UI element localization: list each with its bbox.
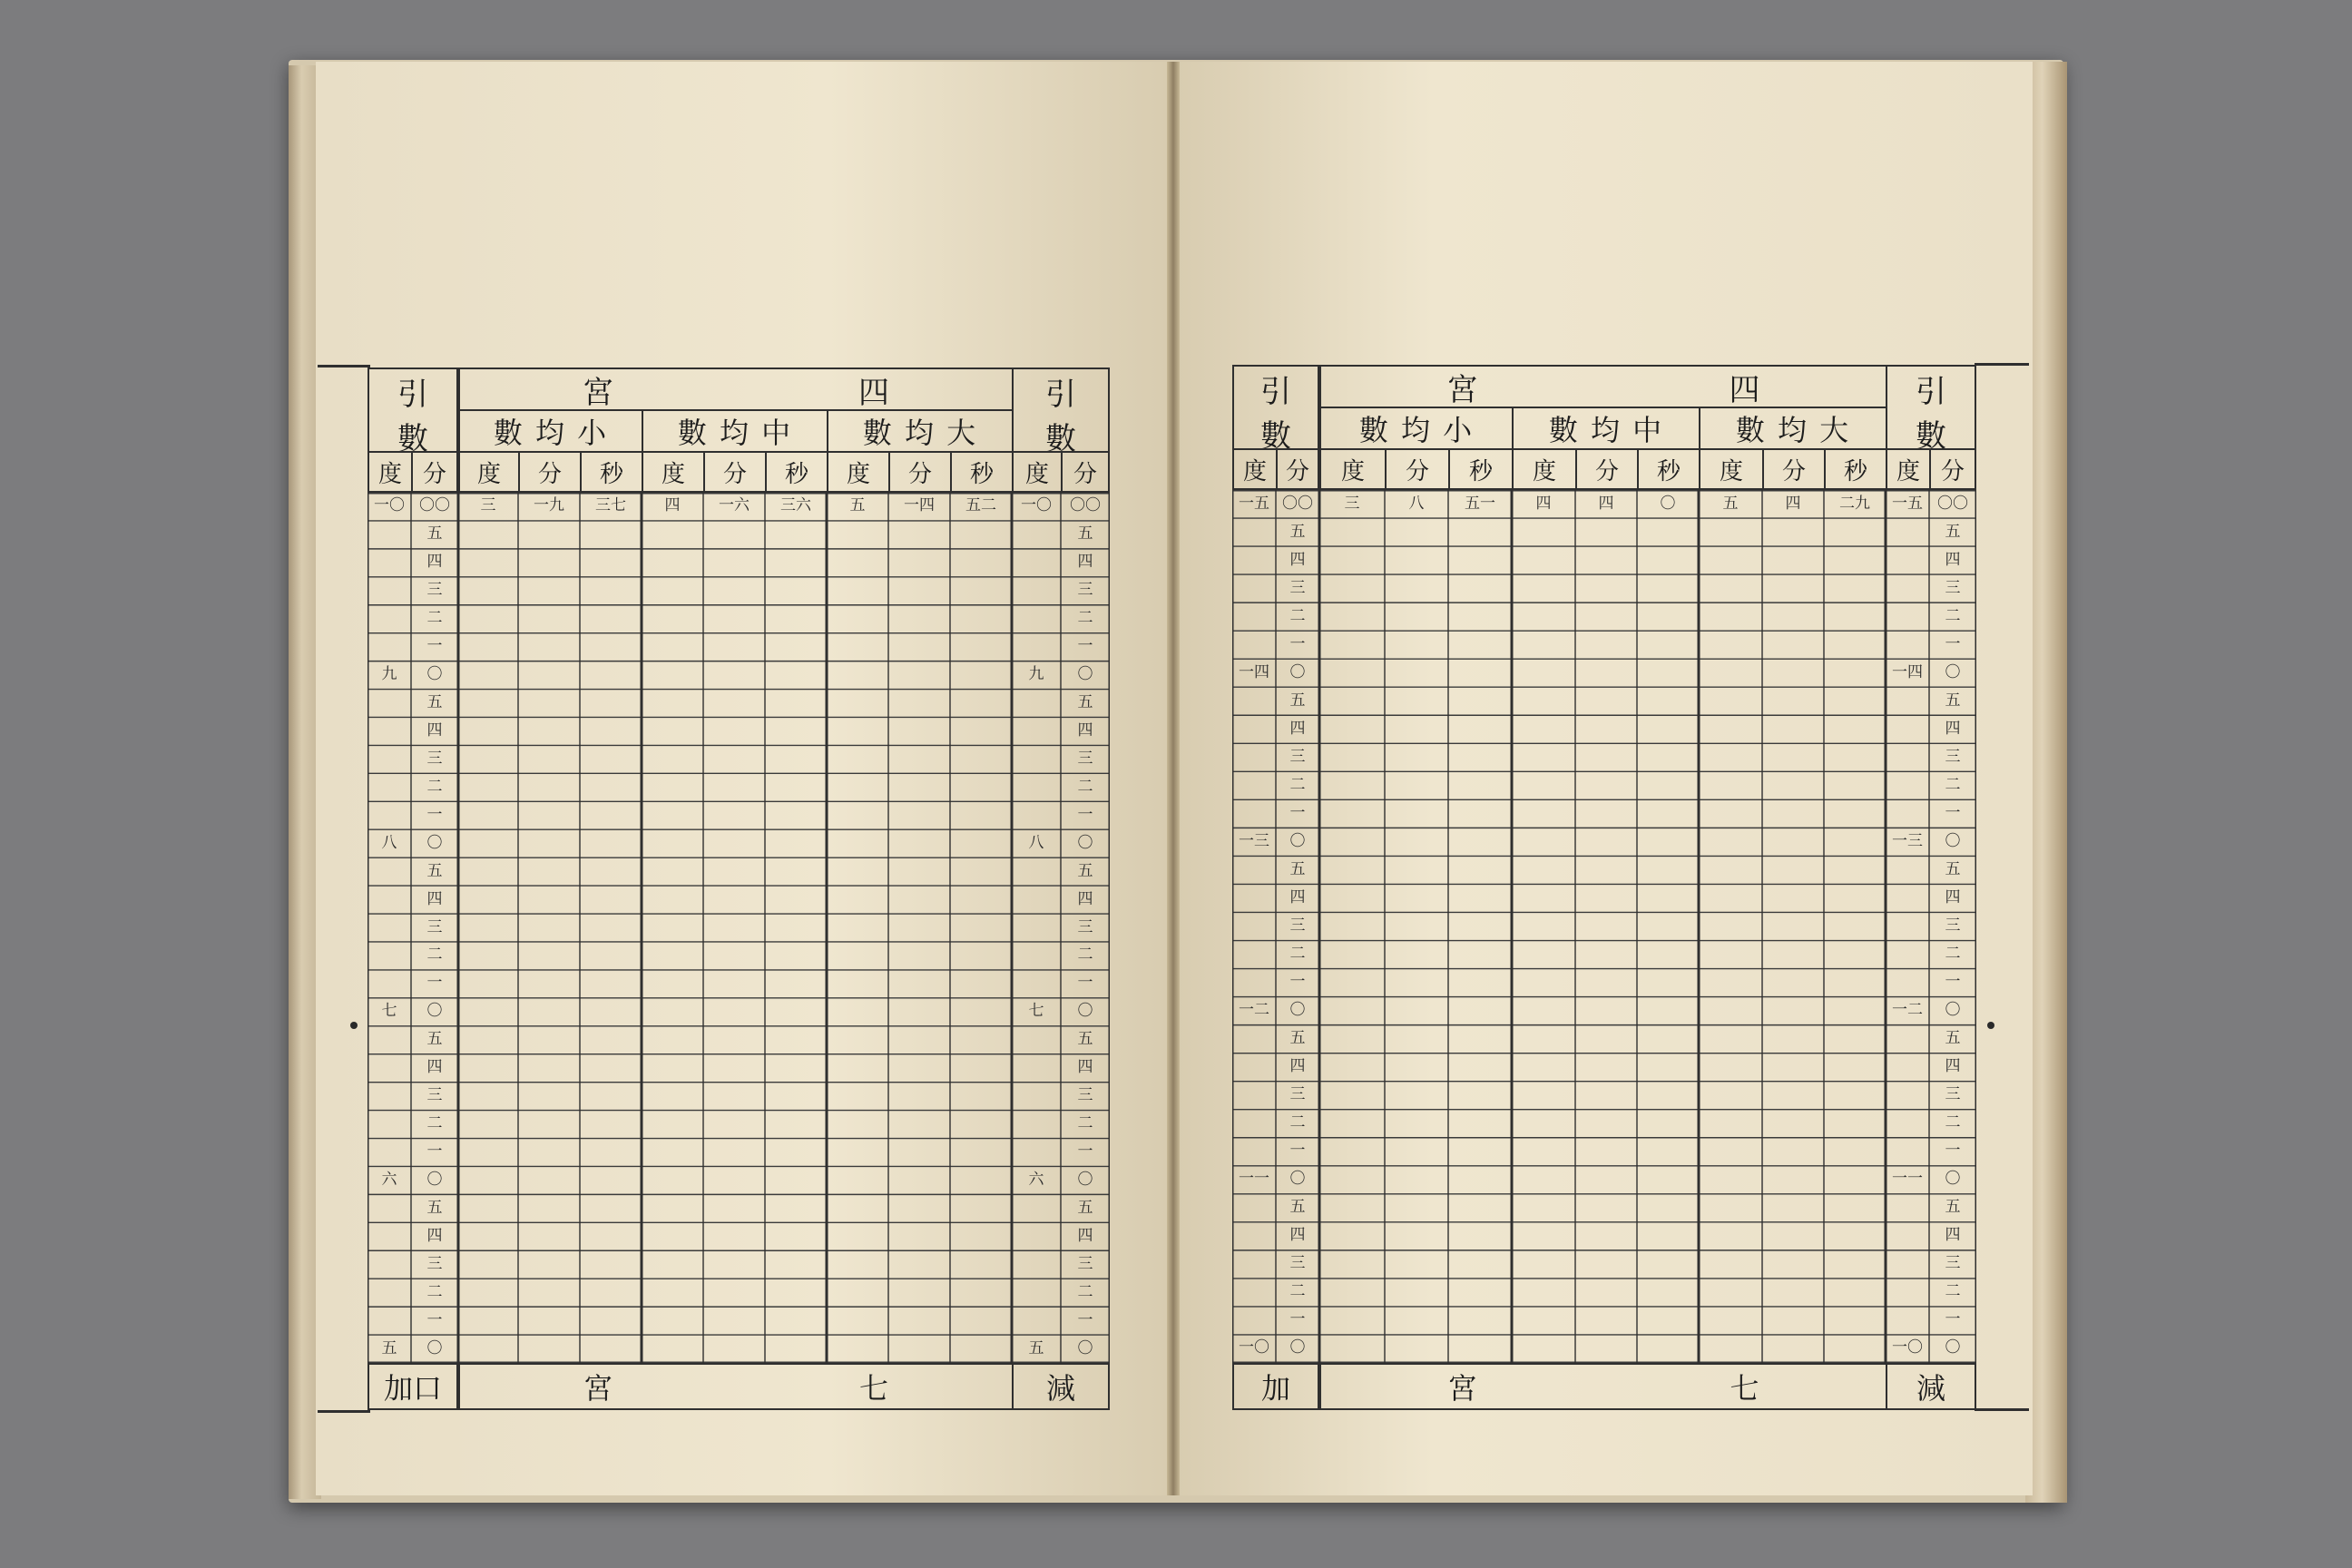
row-minute-label: 一 (1077, 637, 1093, 656)
add-label: 加 (1260, 1371, 1290, 1406)
palace-number: 七 (858, 1371, 888, 1406)
unit-degree: 度 (1532, 457, 1556, 485)
row-degree-label: 一一 (1239, 1170, 1269, 1189)
row-minute-label: 二 (426, 946, 443, 965)
row-minute-label: 二 (1077, 1114, 1093, 1133)
row-minute-label: 〇 (1945, 662, 1961, 681)
row-degree-label: 一四 (1892, 662, 1923, 681)
middle-equation-label: 數 均 中 (1548, 413, 1664, 447)
left-middle-unit-second (765, 451, 828, 493)
right-palace-header (1319, 365, 1887, 408)
row-minute-label: 一 (1945, 634, 1961, 653)
row-degree-label: 七 (1028, 1002, 1044, 1021)
great-equation-label: 數 均 大 (1735, 413, 1851, 447)
left-footer-subtract (1012, 1363, 1110, 1410)
right-unit-minute-right (1929, 448, 1976, 490)
left-small-unit-minute (518, 451, 582, 493)
first-row-value: 一四 (904, 496, 935, 515)
unit-minute: 分 (537, 460, 562, 488)
unit-minute: 分 (422, 460, 446, 488)
unit-minute: 分 (722, 460, 747, 488)
row-minute-label: 一 (1289, 634, 1306, 653)
row-minute-label: 五 (1077, 524, 1093, 544)
unit-minute: 分 (1073, 460, 1097, 488)
row-minute-label: 〇〇 (1282, 494, 1313, 513)
palace-label: 宮 (583, 374, 613, 411)
row-minute-label: 三 (1289, 1085, 1306, 1104)
row-minute-label: 四 (1945, 1057, 1961, 1076)
left-great-equation-header (827, 409, 1014, 453)
row-minute-label: 三 (1077, 1086, 1093, 1105)
row-minute-label: 二 (426, 777, 443, 796)
row-minute-label: 三 (1289, 1254, 1306, 1273)
row-minute-label: 〇 (1289, 1001, 1306, 1020)
unit-second: 秒 (1656, 457, 1681, 485)
right-argument-header (1232, 365, 1319, 455)
row-minute-label: 二 (1945, 775, 1961, 794)
row-degree-label: 一五 (1239, 494, 1269, 513)
row-minute-label: 四 (1077, 1058, 1093, 1077)
left-small-equation-header (458, 409, 643, 453)
row-minute-label: 五 (1945, 691, 1961, 710)
left-unit-degree (368, 451, 413, 493)
row-minute-label: 四 (426, 889, 443, 908)
great-equation-label: 數 均 大 (862, 416, 978, 450)
row-minute-label: 五 (1077, 861, 1093, 880)
first-row-value: 四 (1598, 494, 1614, 513)
row-minute-label: 三 (1289, 747, 1306, 766)
right-ruling-mark (1975, 363, 2029, 366)
unit-degree: 度 (1024, 460, 1049, 488)
right-great-unit-minute (1762, 448, 1826, 490)
row-minute-label: 二 (1077, 946, 1093, 965)
argument-label-top-right: 引 (1045, 377, 1076, 413)
row-degree-label: 一二 (1239, 1001, 1269, 1020)
row-minute-label: 一 (1945, 1310, 1961, 1329)
right-argument-header-right (1886, 365, 1976, 455)
row-degree-label: 五 (381, 1338, 397, 1357)
row-minute-label: 五 (1077, 1198, 1093, 1217)
argument-label-top: 引 (397, 377, 428, 413)
right-page-dot (1987, 1022, 1994, 1029)
left-small-unit-degree (458, 451, 520, 493)
right-great-unit-degree (1699, 448, 1764, 490)
row-minute-label: 四 (1077, 553, 1093, 572)
first-row-value: 〇 (1660, 494, 1676, 513)
row-minute-label: 四 (1945, 550, 1961, 569)
right-unit-degree-right (1886, 448, 1931, 490)
row-degree-label: 一五 (1892, 494, 1923, 513)
right-great-unit-second (1824, 448, 1887, 490)
right-footer-add (1232, 1363, 1319, 1410)
palace-label: 宮 (1447, 1371, 1477, 1406)
unit-degree: 度 (1896, 457, 1920, 485)
unit-second: 秒 (599, 460, 623, 488)
left_page-grid-lines (368, 493, 1110, 1363)
first-row-value: 二九 (1839, 494, 1870, 513)
row-minute-label: 〇 (1289, 1338, 1306, 1357)
first-row-value: 四 (664, 496, 681, 515)
row-minute-label: 五 (1289, 1029, 1306, 1048)
row-degree-label: 六 (1028, 1170, 1044, 1189)
row-minute-label: 〇〇 (1937, 494, 1968, 513)
left-ruling-mark (318, 365, 370, 368)
row-minute-label: 一 (426, 637, 443, 656)
right-small-unit-degree (1319, 448, 1387, 490)
first-row-value: 四 (1785, 494, 1801, 513)
unit-minute: 分 (907, 460, 932, 488)
row-degree-label: 一一 (1892, 1170, 1923, 1189)
row-minute-label: 四 (426, 1058, 443, 1077)
right-small-equation-header (1319, 407, 1514, 450)
palace-label: 宮 (583, 1371, 612, 1406)
left-unit-degree-right (1012, 451, 1063, 493)
row-minute-label: 一 (1945, 1142, 1961, 1161)
row-minute-label: 二 (1289, 775, 1306, 794)
row-minute-label: 五 (1945, 1029, 1961, 1048)
unit-second: 秒 (784, 460, 808, 488)
row-minute-label: 一 (1077, 805, 1093, 824)
left-great-unit-degree (827, 451, 890, 493)
row-minute-label: 三 (1077, 1254, 1093, 1273)
left-unit-minute (411, 451, 458, 493)
row-degree-label: 九 (381, 665, 397, 684)
row-degree-label: 一三 (1239, 831, 1269, 850)
first-row-value: 五 (849, 496, 866, 515)
left-middle-unit-minute (703, 451, 767, 493)
unit-second: 秒 (969, 460, 994, 488)
right-ruling-mark-bottom (1975, 1408, 2029, 1411)
row-minute-label: 三 (1289, 916, 1306, 935)
row-minute-label: 二 (1289, 1282, 1306, 1301)
first-row-value: 三七 (595, 496, 626, 515)
right-unit-minute (1276, 448, 1319, 490)
right_page-grid-lines (1232, 490, 1976, 1363)
row-minute-label: 〇 (1289, 831, 1306, 850)
row-minute-label: 五 (1077, 1030, 1093, 1049)
row-degree-label: 一三 (1892, 831, 1923, 850)
row-minute-label: 三 (1945, 1254, 1961, 1273)
unit-degree: 度 (377, 460, 402, 488)
row-minute-label: 四 (1289, 1057, 1306, 1076)
argument-label-bottom-right: 數 (1045, 421, 1076, 457)
row-minute-label: 三 (1945, 747, 1961, 766)
row-minute-label: 四 (1289, 887, 1306, 906)
row-minute-label: 四 (1289, 550, 1306, 569)
unit-minute: 分 (1940, 457, 1965, 485)
unit-degree: 度 (1719, 457, 1743, 485)
left-page-dot (350, 1022, 358, 1029)
row-minute-label: 五 (426, 1198, 443, 1217)
row-minute-label: 〇 (1077, 665, 1093, 684)
row-minute-label: 一 (1945, 973, 1961, 992)
middle-equation-label: 數 均 中 (677, 416, 793, 450)
row-minute-label: 四 (426, 553, 443, 572)
row-minute-label: 四 (1077, 720, 1093, 740)
unit-degree: 度 (1340, 457, 1365, 485)
row-degree-label: 八 (381, 833, 397, 852)
row-degree-label: 一〇 (1239, 1338, 1269, 1357)
row-minute-label: 三 (1077, 749, 1093, 768)
left-middle-unit-degree (642, 451, 705, 493)
right-great-equation-header (1699, 407, 1887, 450)
right-middle-unit-second (1637, 448, 1700, 490)
row-minute-label: 五 (1945, 859, 1961, 878)
unit-minute: 分 (1405, 457, 1429, 485)
row-minute-label: 五 (1289, 859, 1306, 878)
row-minute-label: 三 (1289, 578, 1306, 597)
row-degree-label: 一〇 (1892, 1338, 1923, 1357)
row-degree-label: 六 (381, 1170, 397, 1189)
right-middle-unit-degree (1512, 448, 1577, 490)
row-minute-label: 〇〇 (419, 496, 450, 515)
right-middle-unit-minute (1575, 448, 1639, 490)
row-minute-label: 一 (426, 974, 443, 993)
row-minute-label: 〇 (1289, 1170, 1306, 1189)
add-label: 加口 (383, 1371, 442, 1406)
row-minute-label: 三 (1945, 1085, 1961, 1104)
row-minute-label: 二 (1289, 1113, 1306, 1132)
row-minute-label: 一 (426, 1310, 443, 1329)
first-row-value: 一六 (719, 496, 750, 515)
row-minute-label: 一 (1289, 973, 1306, 992)
row-minute-label: 二 (426, 1282, 443, 1301)
row-degree-label: 五 (1028, 1338, 1044, 1357)
row-minute-label: 四 (1077, 1226, 1093, 1245)
left-unit-minute-right (1061, 451, 1110, 493)
argument-label-bottom-right: 數 (1916, 418, 1946, 455)
book-gutter (1167, 62, 1180, 1495)
row-minute-label: 〇 (1077, 1002, 1093, 1021)
left-footer-palace (458, 1363, 1014, 1410)
right-middle-equation-header (1512, 407, 1700, 450)
row-degree-label: 八 (1028, 833, 1044, 852)
unit-degree: 度 (846, 460, 870, 488)
row-minute-label: 二 (1945, 945, 1961, 964)
right-footer-palace (1319, 1363, 1887, 1410)
row-minute-label: 〇 (1945, 1001, 1961, 1020)
subtract-label: 減 (1916, 1371, 1945, 1406)
row-minute-label: 四 (1945, 1226, 1961, 1245)
first-row-value: 一九 (534, 496, 564, 515)
row-minute-label: 〇 (1945, 1170, 1961, 1189)
row-minute-label: 四 (426, 1226, 443, 1245)
row-minute-label: 一 (1077, 974, 1093, 993)
left-argument-header-right (1012, 368, 1110, 457)
row-minute-label: 二 (1077, 1282, 1093, 1301)
first-row-value: 三 (1344, 494, 1360, 513)
first-row-value: 三六 (780, 496, 811, 515)
unit-minute: 分 (1285, 457, 1309, 485)
row-minute-label: 三 (426, 581, 443, 600)
row-minute-label: 一 (1945, 803, 1961, 822)
row-minute-label: 〇 (426, 833, 443, 852)
row-minute-label: 一 (1289, 803, 1306, 822)
row-minute-label: 〇 (1945, 831, 1961, 850)
small-equation-label: 數 均 小 (493, 416, 609, 450)
row-minute-label: 二 (1077, 609, 1093, 628)
row-minute-label: 〇 (426, 1170, 443, 1189)
right-small-unit-second (1448, 448, 1514, 490)
first-row-value: 三 (480, 496, 496, 515)
row-minute-label: 三 (426, 1086, 443, 1105)
row-minute-label: 一 (426, 805, 443, 824)
first-row-value: 五二 (965, 496, 996, 515)
row-minute-label: 五 (1945, 1198, 1961, 1217)
row-minute-label: 〇 (426, 665, 443, 684)
right-small-unit-minute (1385, 448, 1450, 490)
row-minute-label: 五 (426, 861, 443, 880)
row-minute-label: 四 (1289, 719, 1306, 738)
row-minute-label: 二 (1945, 1113, 1961, 1132)
right-unit-degree (1232, 448, 1278, 490)
row-minute-label: 五 (1289, 691, 1306, 710)
palace-number: 七 (1730, 1371, 1759, 1406)
first-row-value: 四 (1535, 494, 1552, 513)
row-minute-label: 〇 (1945, 1338, 1961, 1357)
left-argument-header (368, 368, 458, 457)
row-minute-label: 一 (1077, 1310, 1093, 1329)
row-minute-label: 四 (1289, 1226, 1306, 1245)
row-minute-label: 二 (426, 1114, 443, 1133)
unit-degree: 度 (476, 460, 501, 488)
row-minute-label: 五 (426, 1030, 443, 1049)
small-equation-label: 數 均 小 (1358, 413, 1475, 447)
unit-degree: 度 (1242, 457, 1267, 485)
first-row-value: 五 (1722, 494, 1739, 513)
row-minute-label: 〇 (1077, 1170, 1093, 1189)
palace-label: 宮 (1446, 371, 1478, 408)
left-great-unit-minute (888, 451, 952, 493)
row-minute-label: 〇 (1077, 1338, 1093, 1357)
row-minute-label: 三 (426, 917, 443, 936)
unit-minute: 分 (1781, 457, 1806, 485)
row-degree-label: 一〇 (374, 496, 405, 515)
row-minute-label: 三 (426, 749, 443, 768)
row-minute-label: 三 (1945, 578, 1961, 597)
row-minute-label: 一 (1289, 1142, 1306, 1161)
row-minute-label: 一 (1289, 1310, 1306, 1329)
row-degree-label: 一二 (1892, 1001, 1923, 1020)
first-row-value: 五一 (1465, 494, 1495, 513)
row-minute-label: 五 (1945, 522, 1961, 541)
row-minute-label: 五 (426, 524, 443, 544)
row-minute-label: 三 (1077, 581, 1093, 600)
right-footer-subtract (1886, 1363, 1976, 1410)
row-minute-label: 二 (1945, 1282, 1961, 1301)
row-minute-label: 四 (1077, 889, 1093, 908)
unit-second: 秒 (1843, 457, 1867, 485)
row-minute-label: 四 (426, 720, 443, 740)
row-degree-label: 一四 (1239, 662, 1269, 681)
row-degree-label: 七 (381, 1002, 397, 1021)
left-palace-header (458, 368, 1014, 411)
row-degree-label: 一〇 (1021, 496, 1052, 515)
unit-minute: 分 (1594, 457, 1619, 485)
row-minute-label: 五 (1289, 1198, 1306, 1217)
row-minute-label: 五 (1077, 693, 1093, 712)
argument-label-top: 引 (1260, 374, 1291, 410)
left-middle-equation-header (642, 409, 828, 453)
unit-second: 秒 (1468, 457, 1493, 485)
row-degree-label: 九 (1028, 665, 1044, 684)
row-minute-label: 五 (426, 693, 443, 712)
row-minute-label: 〇 (426, 1338, 443, 1357)
left-great-unit-second (950, 451, 1014, 493)
row-minute-label: 三 (1077, 917, 1093, 936)
row-minute-label: 四 (1945, 887, 1961, 906)
row-minute-label: 二 (1289, 606, 1306, 625)
row-minute-label: 一 (426, 1142, 443, 1161)
argument-label-bottom: 數 (397, 421, 428, 457)
left-ruling-mark-bottom (318, 1410, 370, 1413)
subtract-label: 減 (1045, 1371, 1075, 1406)
first-row-value: 八 (1408, 494, 1425, 513)
row-minute-label: 〇 (426, 1002, 443, 1021)
row-minute-label: 五 (1289, 522, 1306, 541)
row-minute-label: 二 (426, 609, 443, 628)
argument-label-bottom: 數 (1260, 418, 1291, 455)
row-minute-label: 一 (1077, 1142, 1093, 1161)
row-minute-label: 〇 (1077, 833, 1093, 852)
row-minute-label: 三 (426, 1254, 443, 1273)
palace-number: 四 (858, 374, 889, 411)
argument-label-top-right: 引 (1916, 374, 1946, 410)
palace-number: 四 (1729, 371, 1760, 408)
row-minute-label: 三 (1945, 916, 1961, 935)
unit-degree: 度 (661, 460, 685, 488)
row-minute-label: 二 (1945, 606, 1961, 625)
row-minute-label: 〇〇 (1070, 496, 1101, 515)
left-small-unit-second (580, 451, 643, 493)
left-footer-add (368, 1363, 458, 1410)
row-minute-label: 四 (1945, 719, 1961, 738)
row-minute-label: 二 (1077, 777, 1093, 796)
row-minute-label: 二 (1289, 945, 1306, 964)
row-minute-label: 〇 (1289, 662, 1306, 681)
